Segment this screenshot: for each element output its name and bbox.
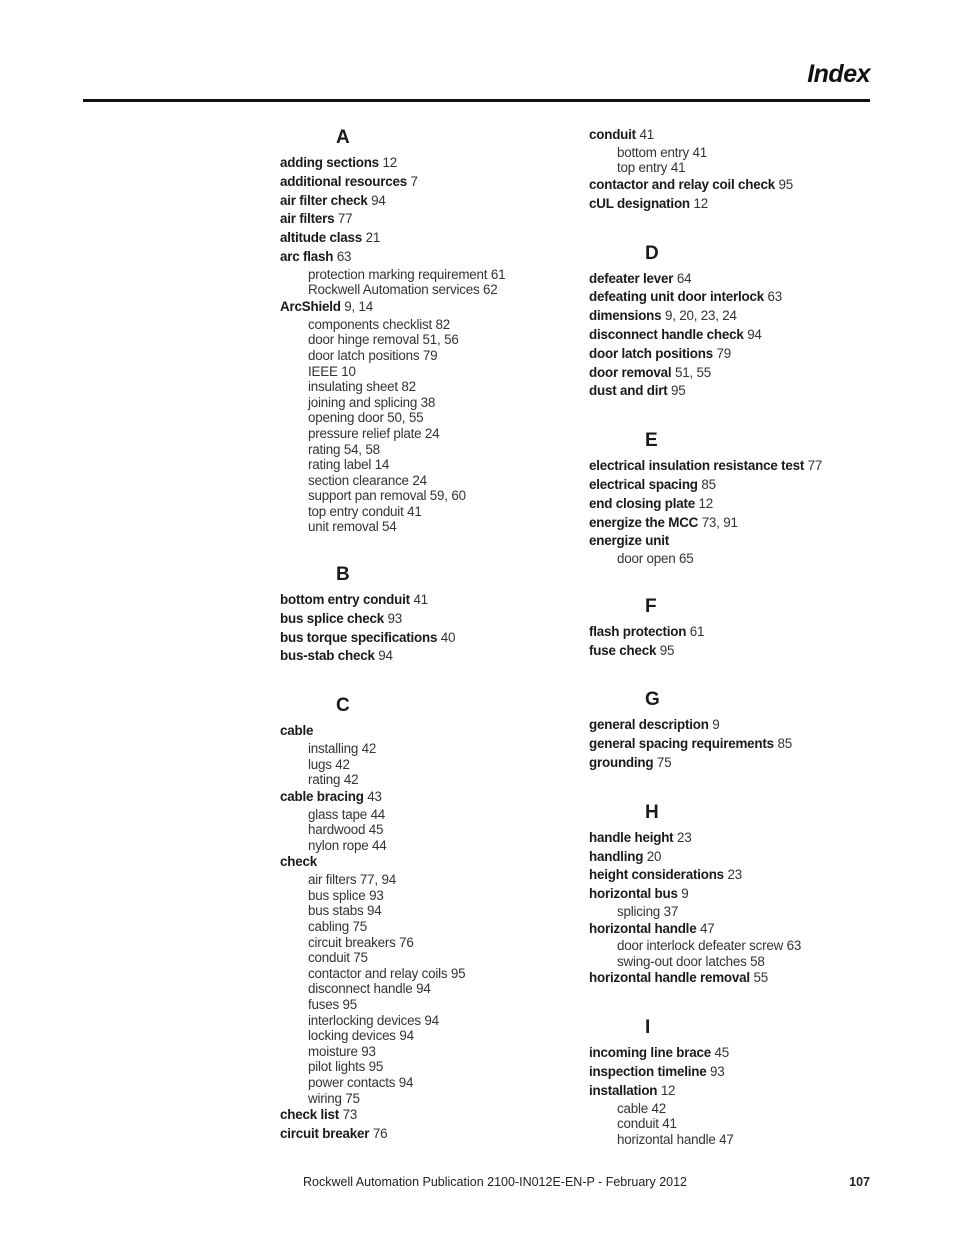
section-gap	[280, 666, 580, 694]
header-rule	[83, 99, 870, 102]
page-refs: 63	[336, 248, 352, 264]
page-refs: 7	[410, 173, 418, 189]
section-gap	[589, 988, 889, 1016]
index-entry	[589, 476, 889, 495]
index-term: installation	[589, 1082, 658, 1098]
index-entry	[589, 1063, 889, 1082]
index-entry	[589, 457, 889, 476]
index-entry	[589, 326, 889, 345]
section-gap	[589, 660, 889, 688]
index-term: door latch positions	[589, 345, 713, 361]
index-term: defeating unit door interlock	[589, 289, 764, 305]
index-subentry: moisture 93	[308, 1043, 376, 1059]
index-term: fuse check	[589, 642, 657, 658]
section-letter: D	[645, 242, 659, 264]
index-entry	[589, 495, 889, 514]
page-refs: 41	[413, 592, 428, 608]
index-subentry: rating 42	[308, 772, 359, 788]
page-refs: 43	[367, 788, 382, 804]
page-refs: 79	[716, 345, 731, 361]
index-term: defeater lever	[589, 270, 674, 286]
section-letter: H	[645, 801, 659, 823]
index-subentry: wiring 75	[308, 1090, 360, 1106]
index-term: grounding	[589, 754, 654, 770]
index-term: adding sections	[280, 155, 379, 170]
section-letter: B	[336, 564, 350, 586]
index-entry	[280, 1125, 580, 1144]
index-subentry: lugs 42	[308, 756, 350, 772]
page-refs: 64	[676, 270, 692, 286]
index-subentry: locking devices 94	[308, 1028, 414, 1044]
index-entry	[280, 610, 580, 629]
index-entry	[589, 735, 889, 754]
index-entry	[280, 154, 580, 173]
index-term: height considerations	[589, 867, 724, 883]
index-subentry: top entry 41	[617, 160, 686, 176]
footer-publication: Rockwell Automation Publication 2100-IN012E-EN-P - February 2012	[303, 1175, 687, 1189]
index-subentry: rating label 14	[308, 457, 390, 473]
index-entry	[589, 195, 889, 214]
index-term: horizontal handle	[589, 920, 697, 936]
index-subentry: splicing 37	[617, 903, 679, 919]
index-subentry: door hinge removal 51, 56	[308, 332, 459, 348]
index-term: cUL designation	[589, 195, 690, 211]
page-refs: 94	[747, 326, 762, 342]
footer-page-number: 107	[849, 1175, 870, 1189]
page-refs: 61	[689, 623, 705, 639]
index-entry	[589, 270, 889, 289]
index-subentry: bus splice 93	[308, 887, 384, 903]
index-term: circuit breaker	[280, 1125, 370, 1141]
index-entry	[589, 126, 889, 145]
page-refs: 23	[727, 867, 742, 883]
index-subentry: swing-out door latches 58	[617, 953, 765, 969]
index-subentry: unit removal 54	[308, 519, 397, 535]
index-subentry: nylon rope 44	[308, 837, 387, 853]
index-term: end closing plate	[589, 495, 695, 511]
index-entry	[280, 192, 580, 211]
page-refs: 85	[701, 476, 716, 492]
index-subentry: glass tape 44	[308, 806, 386, 822]
index-subentry: section clearance 24	[308, 472, 427, 488]
index-subentry: air filters 77, 94	[308, 872, 396, 888]
section-letter: A	[336, 127, 350, 148]
page-title: Index	[807, 60, 870, 88]
index-term: energize unit	[589, 533, 669, 549]
index-entry	[280, 298, 580, 317]
section-letter: C	[336, 695, 350, 717]
index-entry	[589, 829, 889, 848]
page-refs: 95	[671, 383, 686, 399]
index-term: energize the MCC	[589, 514, 699, 530]
page-refs: 40	[440, 629, 456, 645]
page-refs: 75	[656, 754, 672, 770]
index-subentry: contactor and relay coils 95	[308, 965, 466, 981]
index-term: bus splice check	[280, 610, 384, 626]
page-refs: 95	[659, 642, 675, 658]
index-term: disconnect handle check	[589, 326, 744, 342]
page-refs: 12	[660, 1082, 676, 1098]
index-subentry: installing 42	[308, 741, 377, 757]
index-entry	[589, 345, 889, 364]
index-entry	[589, 969, 889, 988]
index-entry	[589, 623, 889, 642]
page-refs: 95	[778, 176, 794, 192]
index-term: general description	[589, 717, 709, 733]
index-entry	[280, 1106, 580, 1125]
index-subentry: power contacts 94	[308, 1074, 414, 1090]
page-refs: 23	[676, 829, 692, 845]
index-subentry: hardwood 45	[308, 822, 384, 838]
page-refs: 9	[712, 717, 720, 733]
index-term: electrical spacing	[589, 476, 698, 492]
index-term: general spacing requirements	[589, 736, 774, 752]
section-gap	[589, 214, 889, 242]
index-term: cable	[280, 723, 314, 739]
index-term: horizontal bus	[589, 886, 678, 902]
index-term: contactor and relay coil check	[589, 176, 776, 192]
index-entry	[589, 1082, 889, 1101]
index-entry	[280, 173, 580, 192]
index-term: door removal	[589, 364, 672, 380]
index-entry	[280, 722, 580, 741]
page-refs: 9, 14	[344, 298, 374, 314]
index-subentry: support pan removal 59, 60	[308, 488, 466, 504]
page-refs: 73	[342, 1107, 358, 1123]
section-gap	[589, 773, 889, 801]
page-refs: 12	[382, 155, 397, 170]
index-subentry: cable 42	[617, 1100, 667, 1116]
index-subentry: cabling 75	[308, 919, 368, 934]
index-entry	[589, 920, 889, 939]
page-refs: 93	[387, 610, 403, 626]
page-refs: 51, 55	[674, 364, 711, 380]
page-refs: 45	[714, 1045, 729, 1061]
page-refs: 73, 91	[701, 514, 738, 530]
index-term: dimensions	[589, 308, 662, 324]
index-subentry: disconnect handle 94	[308, 981, 431, 997]
index-term: air filters	[280, 211, 335, 227]
index-term: altitude class	[280, 230, 363, 246]
index-term: incoming line brace	[589, 1045, 711, 1061]
index-subentry: circuit breakers 76	[308, 934, 414, 950]
index-subentry: door open 65	[617, 551, 694, 567]
page-refs: 85	[777, 736, 792, 752]
index-entry	[589, 364, 889, 383]
index-term: dust and dirt	[589, 383, 668, 399]
index-subentry: bottom entry 41	[617, 144, 708, 160]
index-entry	[589, 176, 889, 195]
page-refs: 94	[378, 648, 393, 664]
section-letter: I	[645, 1017, 651, 1039]
index-subentry: top entry conduit 41	[308, 503, 422, 519]
page-refs: 9, 20, 23, 24	[664, 308, 737, 324]
index-term: arc flash	[280, 248, 334, 264]
index-term: flash protection	[589, 623, 687, 639]
page-refs: 41	[639, 127, 654, 142]
index-term: bus-stab check	[280, 648, 375, 664]
index-term: conduit	[589, 127, 636, 142]
index-term: check list	[280, 1107, 340, 1123]
page-refs: 93	[710, 1064, 725, 1080]
index-term: inspection timeline	[589, 1064, 707, 1080]
index-column-left	[280, 126, 580, 1144]
page-refs: 12	[698, 495, 714, 511]
index-entry	[280, 647, 580, 666]
index-term: handling	[589, 848, 644, 864]
page-refs: 77	[337, 211, 353, 227]
index-entry	[589, 307, 889, 326]
index-subentry: interlocking devices 94	[308, 1012, 439, 1028]
index-column-right	[589, 126, 889, 1147]
page-refs: 55	[753, 970, 768, 986]
index-entry	[280, 629, 580, 648]
index-subentry: door latch positions 79	[308, 347, 438, 363]
index-subentry: bus stabs 94	[308, 903, 382, 919]
page-refs: 63	[767, 289, 783, 305]
section-letter: E	[645, 430, 658, 452]
index-entry	[589, 885, 889, 904]
index-entry	[280, 210, 580, 229]
index-entry	[280, 229, 580, 248]
index-term: cable bracing	[280, 788, 364, 804]
index-term: air filter check	[280, 192, 368, 208]
index-subentry: horizontal handle 47	[617, 1131, 734, 1147]
index-entry	[589, 716, 889, 735]
index-subentry: conduit 75	[308, 950, 368, 966]
index-entry	[589, 848, 889, 867]
index-term: electrical insulation resistance test	[589, 458, 805, 474]
index-entry	[280, 788, 580, 807]
index-term: bottom entry conduit	[280, 592, 410, 608]
page-refs: 12	[693, 195, 708, 211]
index-term: check	[280, 854, 317, 870]
index-term: additional resources	[280, 173, 407, 189]
index-subentry: door interlock defeater screw 63	[617, 938, 802, 954]
page-refs: 9	[681, 886, 689, 902]
index-term: bus torque specifications	[280, 629, 438, 645]
section-gap	[280, 535, 580, 563]
index-subentry: protection marking requirement 61	[308, 266, 506, 282]
index-subentry: fuses 95	[308, 996, 358, 1012]
index-entry	[589, 866, 889, 885]
index-subentry: opening door 50, 55	[308, 410, 424, 426]
index-subentry: conduit 41	[617, 1116, 677, 1132]
page-refs: 20	[646, 848, 662, 864]
index-entry	[589, 1044, 889, 1063]
index-subentry: components checklist 82	[308, 316, 451, 332]
index-entry	[280, 591, 580, 610]
index-entry	[589, 288, 889, 307]
page-refs: 21	[365, 230, 381, 246]
index-entry	[589, 754, 889, 773]
index-entry	[280, 853, 580, 872]
page-refs: 76	[372, 1125, 388, 1141]
page-refs: 94	[371, 192, 386, 208]
index-subentry: rating 54, 58	[308, 441, 380, 457]
index-entry	[589, 642, 889, 661]
index-subentry: pilot lights 95	[308, 1059, 384, 1075]
index-entry	[589, 514, 889, 533]
index-subentry: Rockwell Automation services 62	[308, 282, 498, 298]
section-letter: F	[645, 595, 657, 617]
index-term: horizontal handle removal	[589, 970, 750, 986]
section-gap	[589, 567, 889, 595]
index-subentry: pressure relief plate 24	[308, 425, 440, 441]
index-term: ArcShield	[280, 298, 341, 314]
index-entry	[589, 532, 889, 551]
section-letter: G	[645, 689, 660, 711]
index-term: handle height	[589, 829, 674, 845]
section-gap	[589, 401, 889, 429]
index-entry	[280, 248, 580, 267]
page-refs: 77	[807, 458, 823, 474]
page-refs: 47	[699, 920, 715, 936]
index-entry	[589, 382, 889, 401]
index-subentry: IEEE 10	[308, 363, 356, 379]
index-subentry: joining and splicing 38	[308, 394, 436, 410]
index-subentry: insulating sheet 82	[308, 379, 416, 395]
